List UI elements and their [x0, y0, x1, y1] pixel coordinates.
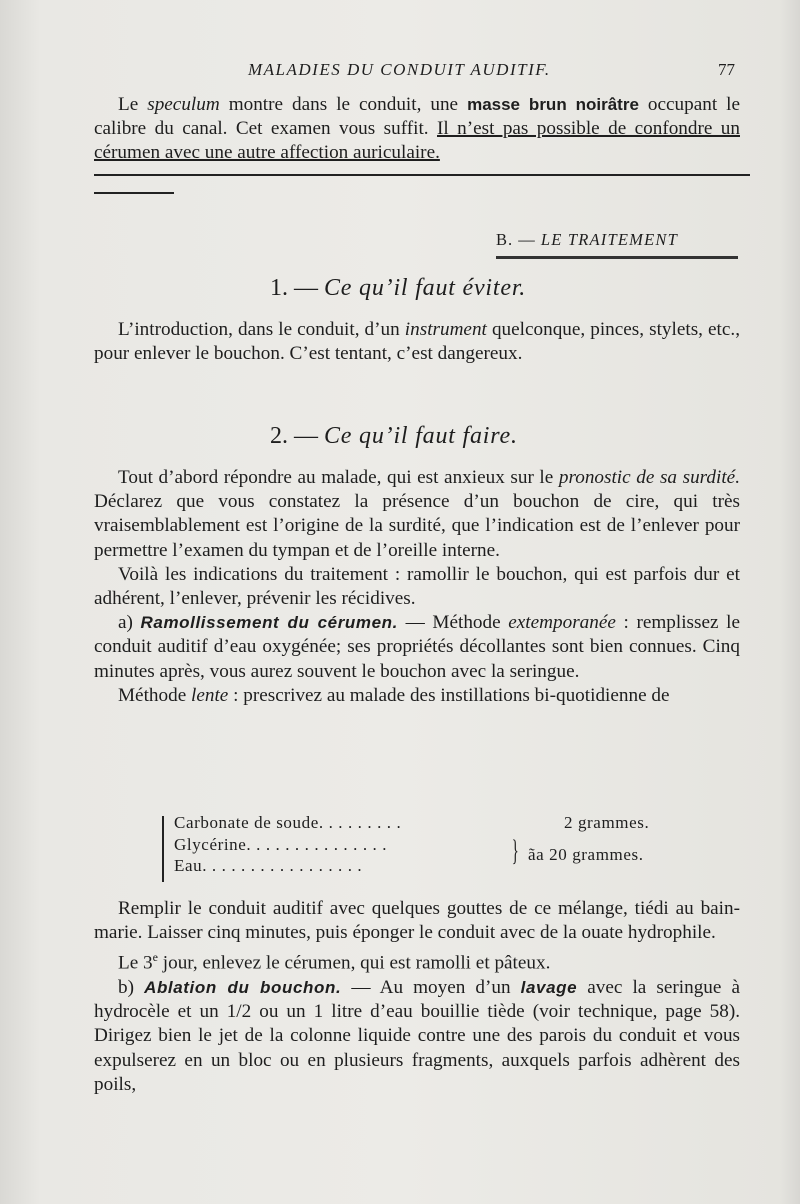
formula-amount-carbonate: 2 grammes. [564, 813, 650, 832]
intro-text-1: Le [118, 94, 148, 115]
paragraph-ramollissement [94, 611, 740, 684]
page-number: 77 [718, 60, 735, 79]
pen-underline-short [94, 192, 174, 194]
do4-text-1: Méthode [118, 684, 192, 706]
avoid-paragraph [94, 318, 740, 366]
subheading-2-title: Ce qu’il faut faire. [324, 423, 518, 449]
formula-brace: } [511, 834, 519, 867]
subheading-1-number: 1. — [270, 275, 324, 301]
subheading-1 [270, 275, 526, 302]
do6-text-1: Le 3 [118, 952, 153, 974]
subheading-2 [270, 423, 518, 450]
avoid-text-3: quelconque, pinces, stylets, etc., pour enlever le bouchon. C’est tentant, c’est dangereux. [94, 319, 740, 365]
section-b-title: LE TRAITEMENT [540, 230, 678, 249]
formula-amount-shared: ãa 20 grammes. [528, 845, 644, 864]
do6-text-3: jour, enlevez le cérumen, qui est ramolli et pâteux. [157, 952, 551, 974]
section-rule [496, 256, 738, 259]
avoid-instrument: instrument [404, 319, 487, 340]
avoid-text-1: L’introduction, dans le conduit, d’un [118, 319, 405, 340]
do3-text-5: : remplissez le conduit auditif d’eau oxygénée; ses propriétés décollantes sont bien connues. Cinq minutes après, vous aurez souvent le bouchon avec la seringue. [94, 612, 740, 682]
do6-superscript: e [152, 950, 158, 965]
do7-label: b) [118, 977, 145, 998]
do3-label: a) [118, 612, 141, 634]
paragraph-tout-dabord [94, 466, 740, 563]
running-header [0, 60, 800, 86]
do-paragraphs-top [94, 466, 740, 708]
do1-text-3: Déclarez que vous constatez la présence d’un bouchon de cire, qui très vraisemblablement est l’origine de la surdité, que l’indication est de l’enlever pour permettre l’examen du tympan et de l’oreille interne. [94, 491, 740, 561]
formula-row-glycerine: Glycérine. . . . . . . . . . . . . . . [174, 835, 388, 854]
paragraph-indications: Voilà les indications du traitement : ramollir le bouchon, qui est parfois dur et adhérent, l’enlever, prévenir les récidives. [94, 563, 740, 610]
prescription-formula [162, 812, 682, 892]
section-b-prefix: B. — [496, 230, 541, 249]
formula-row-carbonate: Carbonate de soude. . . . . . . . . [174, 813, 402, 832]
do3-text-3: — Méthode [397, 612, 509, 634]
paragraph-methode-lente [94, 684, 740, 708]
running-title: MALADIES DU CONDUIT AUDITIF. [248, 60, 551, 79]
paragraph-remplir: Remplir le conduit auditif avec quelques gouttes de ce mélange, tiédi au bain-marie. Laisser cinq minutes, puis éponger le conduit avec de la ouate hydrophile. [94, 898, 740, 944]
do7-text-3: — Au moyen d’un [341, 977, 521, 998]
do7-heading: Ablation du bouchon. [144, 978, 342, 997]
intro-underlined-statement: Il n’est pas possible de confondre un cérumen avec une autre affection auriculaire. [94, 118, 740, 164]
do1-text-1: Tout d’abord répondre au malade, qui est anxieux sur le [118, 467, 559, 488]
formula-row-eau: Eau. . . . . . . . . . . . . . . . . [174, 856, 363, 875]
formula-bracket [162, 816, 164, 882]
do7-text-5: avec la seringue à hydrocèle et un 1/2 ou un 1 litre d’eau bouillie tiède (voir technique, page 58). Dirigez bien le jet de la colonne liquide contre une des parois du conduit et vous expulserez en un bloc ou en plusieurs fragments, auxquels parfois adhèrent des poils, [94, 977, 740, 1095]
intro-paragraph [94, 93, 740, 166]
intro-masse-brun: masse brun noirâtre [467, 95, 639, 114]
intro-speculum: speculum [147, 94, 220, 115]
pen-underline [94, 174, 750, 176]
do4-lente: lente [191, 684, 229, 706]
do3-heading: Ramollissement du cérumen. [140, 613, 398, 633]
do4-text-3: : prescrivez au malade des instillations bi-quotidienne de [228, 684, 670, 706]
do7-lavage: lavage [520, 978, 578, 997]
paragraph-3e-jour [94, 945, 740, 976]
paragraph-ablation [94, 976, 740, 1097]
subheading-1-title: Ce qu’il faut éviter. [324, 275, 527, 301]
subheading-2-number: 2. — [270, 423, 324, 449]
do3-extemporanee: extemporanée [508, 612, 616, 634]
intro-text-3: montre dans le conduit, une [219, 94, 468, 115]
do-paragraphs-bottom [94, 897, 740, 1097]
section-heading-b [496, 230, 740, 250]
do1-pronostic: pronostic de sa surdité. [558, 467, 740, 488]
intro-text-5: occupant le calibre du canal. Cet examen vous suffit. [94, 94, 741, 140]
